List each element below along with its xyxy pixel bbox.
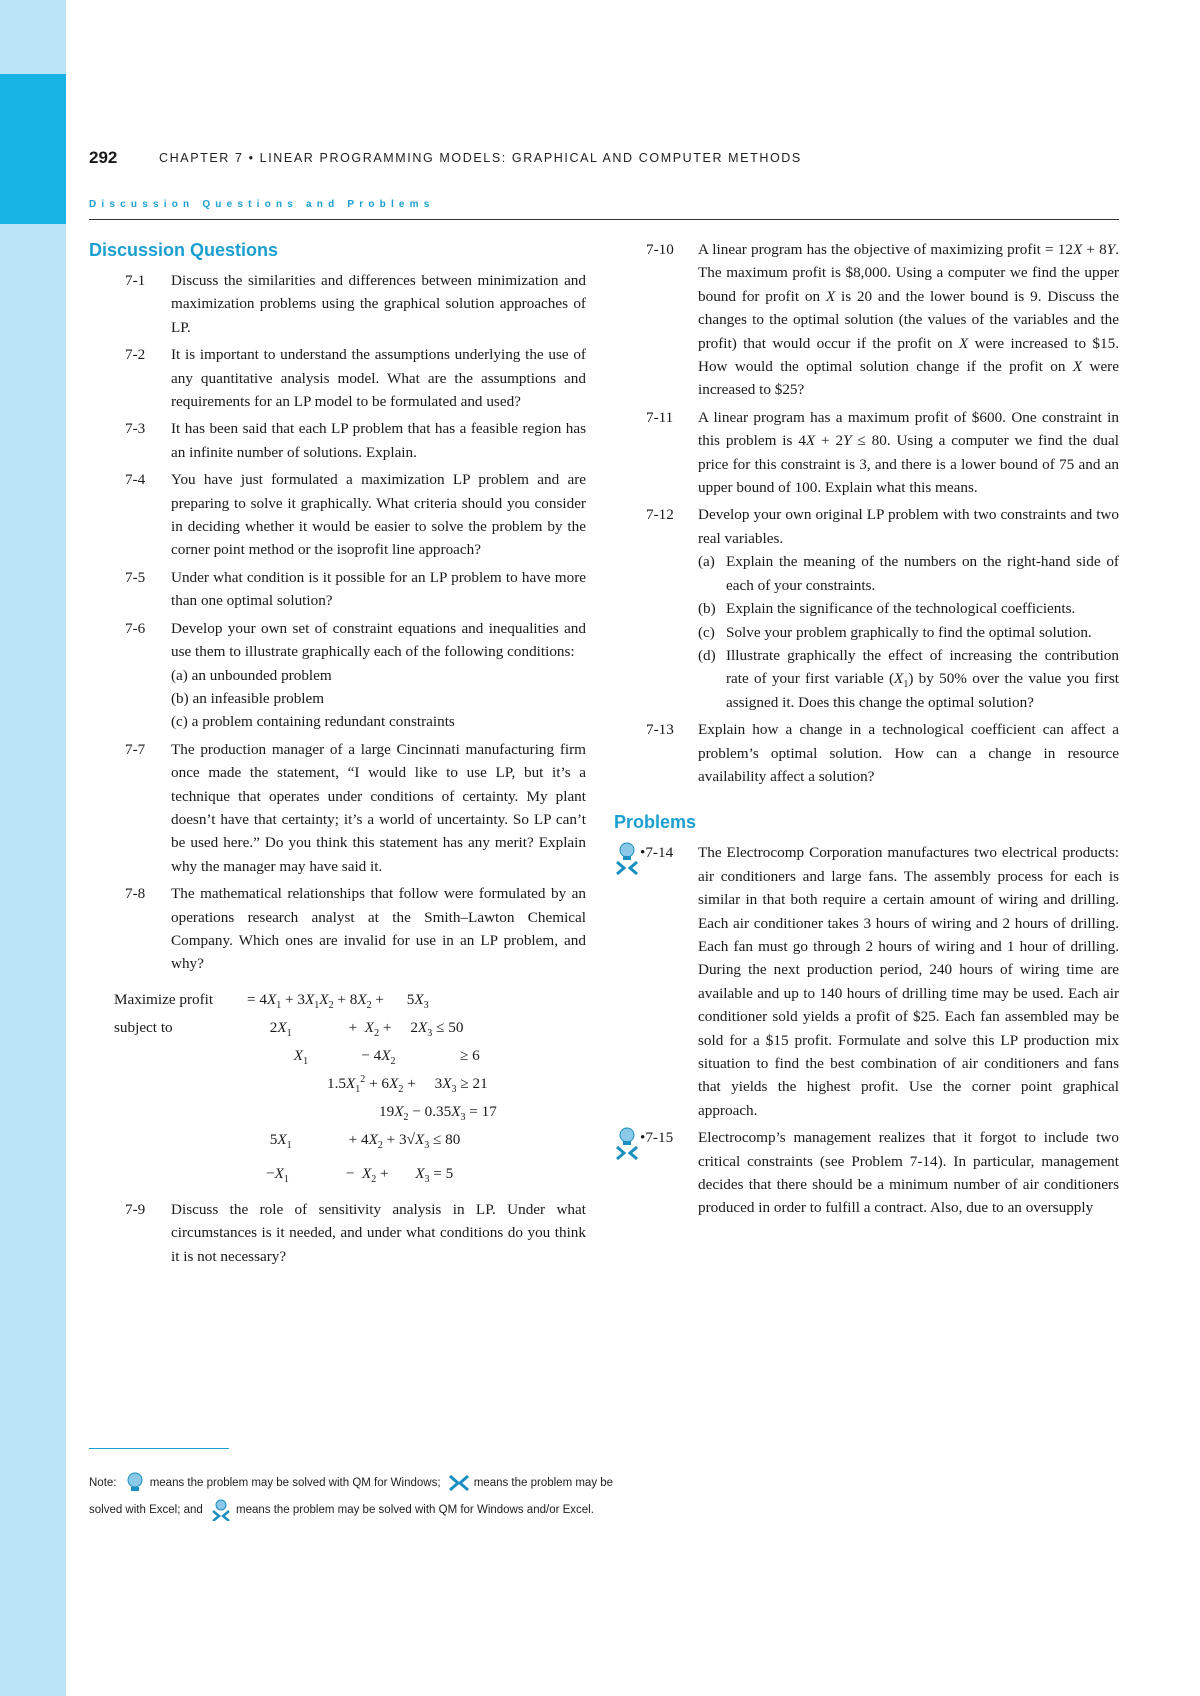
problem-number: •7-14	[640, 844, 674, 862]
question-text-a: A linear program has a maximum profit of $600. One constraint in this problem is	[698, 408, 1119, 450]
question-7-2	[89, 343, 586, 413]
question-text: Develop your own original LP problem with two constraints and two real variables.	[698, 506, 1119, 547]
problem-text: The Electrocomp Corporation manufactures two electrical products: air conditioners and large fans. The assembly process for each is similar in that both require a certain amount of wiring and drilling. Each air conditioner takes 3 hours of wiring and 2 hours of drilling. Each fan must go through 2 hours of wiring and 1 hour of drilling. During the next production period, 240 hours of wiring time are available and up to 140 hours of drilling time may be used. Each air conditioner sold yields a profit of $25. Each fan assembled may be sold for a $15 profit. Formulate and solve this LP production mix situation to find the best combination of air conditioners and fans that yields the highest profit. Use the corner point graphical approach.	[698, 844, 1119, 1119]
question-number: 7-3	[125, 420, 146, 438]
chapter-title: CHAPTER 7 • LINEAR PROGRAMMING MODELS: GRAPHICAL AND COMPUTER METHODS	[159, 151, 802, 165]
question-text: Explain how a change in a technological coefficient can affect a problem’s optimal solution. How can a change in resource availability affect a solution?	[698, 721, 1119, 785]
footnote	[89, 1470, 749, 1524]
chapter-edge-tab	[0, 74, 66, 224]
question-text: The mathematical relationships that follow were formulated by an operations research analyst at the Smith–Lawton Chemical Company. Which ones are invalid for use in an LP problem, and why?	[171, 885, 586, 973]
sub-item-d: (d) Illustrate graphically the effect of increasing the contribution rate of your first variable $(X_1)$ by 50% over the value you first assigned it. Does this change the optimal solution?	[698, 646, 1119, 711]
sub-item-b: (b) Explain the significance of the technological coefficients.	[698, 600, 1076, 618]
qm-excel-icon	[210, 1499, 232, 1521]
question-number: 7-2	[125, 346, 146, 364]
right-column	[614, 238, 1119, 1224]
question-text: You have just formulated a maximization LP problem and are preparing to solve it graphically. What criteria should you consider in deciding whether it would be easier to solve the problem by the corner point method or the isoprofit line approach?	[171, 471, 586, 559]
page-edge-strip	[0, 0, 66, 1696]
problem-text: Electrocomp’s management realizes that it forgot to include two critical constraints (see Problem 7-14). In particular, management decides that there should be a minimum number of air conditioners produced in order to fulfill a contract. Also, due to an oversupply	[698, 1129, 1119, 1217]
question-text: It is important to understand the assumptions underlying the use of any quantitative analysis model. What are the assumptions and requirements for an LP model to be formulated and used?	[171, 346, 586, 411]
question-text-b: . The maximum profit is $8,000. Using a computer we find the upper bound for profit on	[698, 241, 1119, 305]
constraint-4: $19X_2 - 0.35X_3 = 17$	[379, 1102, 497, 1123]
constraint-expression: 4X + 2Y ≤ 80	[798, 432, 887, 450]
question-text-c: is 20 and the lower bound is 9. Discuss the changes to the optimal solution (the values of the variables and the profit) that would occur if the profit on	[698, 287, 1119, 352]
question-text: Develop your own set of constraint equations and inequalities and use them to illustrate graphically each of the following conditions:	[171, 619, 586, 661]
question-text: Under what condition is it possible for an LP problem to have more than one optimal solution?	[171, 568, 586, 610]
question-7-7	[89, 738, 586, 878]
question-7-5	[89, 566, 586, 613]
variable-x: X	[1072, 358, 1083, 376]
constraint-5: $5X_1$ + $4X_2 + 3√X_3 \le 80$	[247, 1130, 461, 1151]
subject-to-label: subject to	[114, 1018, 173, 1036]
footnote-part3: solved with Excel; and	[89, 1504, 203, 1516]
question-7-13	[614, 718, 1119, 788]
question-number: 7-10	[646, 241, 674, 258]
constraint-1: $2X_1$ + $X_2$ + $2X_3 \le 50$	[247, 1018, 464, 1039]
equation-block-last	[89, 1162, 586, 1188]
question-7-6	[89, 617, 586, 734]
question-number: 7-7	[125, 740, 146, 758]
left-column	[89, 238, 586, 1272]
question-text-e: were increased to $25?	[698, 358, 1119, 399]
question-7-11	[614, 406, 1119, 500]
question-text-d: were increased to $15. How would the optimal solution change if the profit on	[698, 334, 1119, 376]
footnote-rule	[89, 1448, 229, 1449]
question-text: Discuss the role of sensitivity analysis in LP. Under what circumstances is it needed, and under what conditions do you think it is not necessary?	[171, 1200, 586, 1265]
page-number: 292	[89, 148, 118, 167]
excel-icon	[448, 1472, 470, 1494]
question-number: 7-9	[125, 1200, 146, 1218]
question-number: 7-13	[646, 721, 674, 739]
question-number: 7-1	[125, 272, 146, 289]
sub-item-b: (b) an infeasible problem	[171, 689, 325, 707]
maximize-label: Maximize profit	[114, 990, 214, 1008]
header-rule	[89, 219, 1119, 220]
problems-heading: Problems	[614, 812, 697, 833]
question-number: 7-4	[125, 471, 146, 489]
question-text: Discuss the similarities and differences between minimization and maximization problems using the graphical solution approaches of LP.	[171, 272, 586, 336]
variable-x: X	[959, 334, 969, 352]
profit-expression: 12X + 8Y	[1057, 241, 1116, 258]
qm-excel-icon	[614, 842, 640, 876]
question-number: 7-11	[646, 408, 674, 426]
question-number: 7-5	[125, 568, 146, 586]
sub-item-c: (c) Solve your problem graphically to find the optimal solution.	[698, 623, 1092, 641]
problem-7-15	[614, 1126, 1119, 1220]
constraint-6: $-X_1$ − $X_2$ + $X_3 = 5$	[247, 1164, 454, 1185]
section-tag: Discussion Questions and Problems	[89, 199, 435, 210]
discussion-heading: Discussion Questions	[89, 240, 279, 260]
question-text-b: . Using a computer we find the dual price for this constraint is 3, and there is a lower bound of 75 and an upper bound of 100. Explain what this means.	[698, 432, 1119, 497]
question-7-10	[614, 238, 1119, 402]
question-7-8	[89, 882, 586, 976]
sub-item-c: (c) a problem containing redundant constraints	[171, 713, 455, 731]
question-7-3	[89, 417, 586, 464]
equation-block	[89, 988, 586, 1158]
objective-function: = $4X_1 + 3X_1X_2 + 8X_2$ + $5X_3$	[247, 990, 429, 1011]
constraint-3: $1.5X_1^2 + 6X_2$ + $3X_3 \ge 21$	[327, 1073, 488, 1095]
question-7-4	[89, 468, 586, 562]
variable-x: X	[825, 287, 836, 305]
footnote-note-label: Note:	[89, 1477, 117, 1489]
constraint-2: $X_1$ − $4X_2$ ≥ 6	[293, 1046, 480, 1067]
question-7-9	[89, 1198, 586, 1268]
question-7-1	[89, 269, 586, 339]
question-text: It has been said that each LP problem that has a feasible region has an infinite number of solutions. Explain.	[171, 420, 586, 461]
question-number: 7-8	[125, 885, 146, 903]
footnote-part2: means the problem may be	[473, 1477, 614, 1489]
problem-number: •7-15	[640, 1129, 674, 1147]
sub-item-a: (a) an unbounded problem	[171, 666, 332, 684]
question-text: The production manager of a large Cincinnati manufacturing firm once made the statement, “I would like to use LP, but it’s a technique that operates under conditions of certainty. My plant doesn’t have that certainty; it’s a world of uncertainty. So LP can’t be used here.” Do you think this statement has any merit? Explain why the manager may have said it.	[171, 740, 586, 875]
question-7-12	[614, 503, 1119, 714]
question-text-a: A linear program has the objective of maximizing profit =	[698, 241, 1058, 258]
running-head	[89, 148, 1119, 172]
qm-excel-icon	[614, 1127, 640, 1161]
footnote-part1: means the problem may be solved with QM for Windows;	[149, 1477, 441, 1489]
sub-item-a: (a) Explain the meaning of the numbers on the right-hand side of each of your constraints.	[698, 553, 1119, 594]
qm-windows-icon	[124, 1472, 146, 1494]
question-number: 7-6	[125, 619, 146, 637]
question-number: 7-12	[646, 506, 674, 524]
footnote-part4: means the problem may be solved with QM for Windows and/or Excel.	[236, 1504, 594, 1516]
problem-7-14	[614, 841, 1119, 1122]
